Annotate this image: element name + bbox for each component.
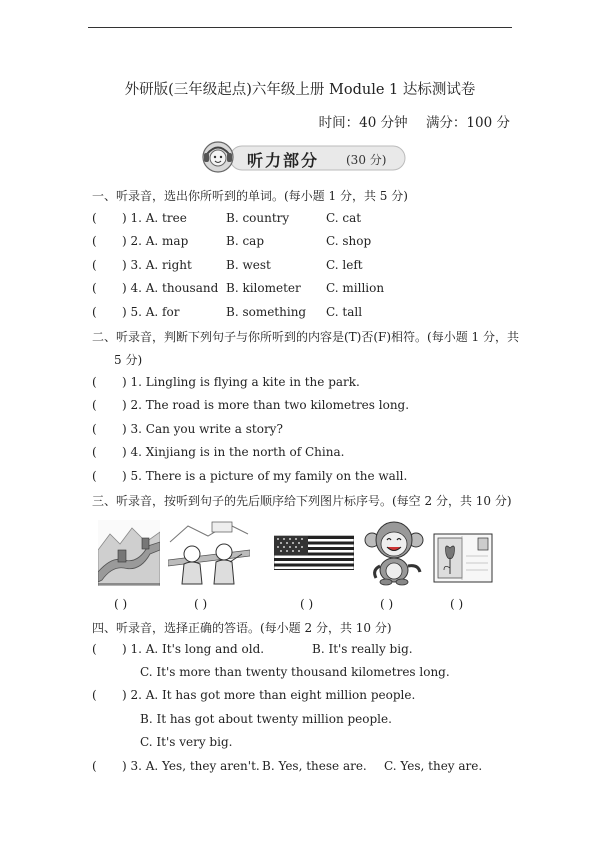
picture-blank-3[interactable]: ( ) bbox=[300, 597, 314, 611]
option-b: B. something bbox=[226, 305, 307, 319]
list-item: ( ) 1. A. It's long and old. bbox=[92, 642, 265, 656]
part2-heading: 二、听录音，判断下列句子与你所听到的内容是(T)否(F)相符。(每小题 1 分，共 bbox=[92, 330, 520, 344]
answer-blank[interactable]: ( bbox=[92, 642, 97, 656]
list-item: ( ) 1. A. tree bbox=[92, 211, 187, 225]
list-item: ( ) 1. Lingling is flying a kite in the park. bbox=[92, 375, 360, 389]
part3-heading: 三、听录音，按听到句子的先后顺序给下列图片标序号。(每空 2 分，共 10 分) bbox=[92, 494, 512, 508]
picture-blank-2[interactable]: ( ) bbox=[194, 597, 208, 611]
option-c: C. tall bbox=[326, 305, 363, 319]
exam-time: 时间：40 分钟 bbox=[318, 115, 408, 131]
answer-blank[interactable]: ( bbox=[92, 258, 97, 272]
monkey-picture bbox=[364, 520, 424, 586]
option-b: B. cap bbox=[226, 234, 265, 248]
top-rule bbox=[88, 27, 512, 28]
answer-blank[interactable]: ( bbox=[92, 688, 97, 702]
section-label: 听力部分 bbox=[247, 151, 320, 170]
option-c: C. Yes, they are. bbox=[384, 759, 483, 773]
option-b: B. kilometer bbox=[226, 281, 301, 295]
option-b: B. It's really big. bbox=[312, 642, 413, 656]
page-title: 外研版(三年级起点)六年级上册 Module 1 达标测试卷 bbox=[124, 82, 476, 98]
option-c: C. shop bbox=[326, 234, 372, 248]
option-c: C. It's very big. bbox=[140, 735, 233, 749]
option-c: C. It's more than twenty thousand kilometres long. bbox=[140, 665, 450, 679]
list-item: ( ) 3. A. right bbox=[92, 258, 192, 272]
option-b: B. It has got about twenty million people. bbox=[140, 712, 392, 726]
headphones-icon bbox=[203, 142, 233, 172]
list-item: ( ) 2. A. It has got more than eight million people. bbox=[92, 688, 416, 702]
postcard-picture bbox=[432, 520, 494, 586]
answer-blank[interactable]: ( bbox=[92, 234, 97, 248]
list-item: ( ) 2. The road is more than two kilometres long. bbox=[92, 398, 410, 412]
picture-row bbox=[0, 520, 600, 590]
option-b: B. Yes, these are. bbox=[262, 759, 367, 773]
answer-blank[interactable]: ( bbox=[92, 305, 97, 319]
answer-blank[interactable]: ( bbox=[92, 469, 97, 483]
answer-blank[interactable]: ( bbox=[92, 422, 97, 436]
picture-blank-4[interactable]: ( ) bbox=[380, 597, 394, 611]
part2-heading-cont: 5 分) bbox=[114, 353, 143, 367]
list-item: ( ) 2. A. map bbox=[92, 234, 189, 248]
part4-heading: 四、听录音，选择正确的答语。(每小题 2 分，共 10 分) bbox=[92, 621, 392, 635]
picture-blank-1[interactable]: ( ) bbox=[114, 597, 128, 611]
flag-picture bbox=[274, 520, 354, 570]
part1-heading: 一、听录音，选出你所听到的单词。(每小题 1 分，共 5 分) bbox=[92, 189, 408, 203]
option-c: C. left bbox=[326, 258, 363, 272]
answer-blank[interactable]: ( bbox=[92, 375, 97, 389]
list-item: ( ) 5. A. for bbox=[92, 305, 180, 319]
great-wall-picture bbox=[98, 520, 160, 586]
children-great-wall-picture bbox=[168, 520, 250, 586]
answer-blank[interactable]: ( bbox=[92, 759, 97, 773]
option-b: B. west bbox=[226, 258, 271, 272]
list-item: ( ) 5. There is a picture of my family on the wall. bbox=[92, 469, 408, 483]
list-item: ( ) 4. Xinjiang is in the north of China. bbox=[92, 445, 345, 459]
list-item: ( ) 4. A. thousand bbox=[92, 281, 219, 295]
answer-blank[interactable]: ( bbox=[92, 281, 97, 295]
answer-blank[interactable]: ( bbox=[92, 398, 97, 412]
option-c: C. million bbox=[326, 281, 385, 295]
answer-blank[interactable]: ( bbox=[92, 445, 97, 459]
picture-blank-5[interactable]: ( ) bbox=[450, 597, 464, 611]
option-c: C. cat bbox=[326, 211, 362, 225]
list-item: ( ) 3. A. Yes, they aren't. bbox=[92, 759, 260, 773]
exam-meta bbox=[305, 111, 510, 131]
section-points: (30 分) bbox=[346, 153, 387, 167]
option-b: B. country bbox=[226, 211, 290, 225]
answer-blank[interactable]: ( bbox=[92, 211, 97, 225]
list-item: ( ) 3. Can you write a story? bbox=[92, 422, 283, 436]
exam-score: 满分：100 分 bbox=[425, 115, 510, 131]
